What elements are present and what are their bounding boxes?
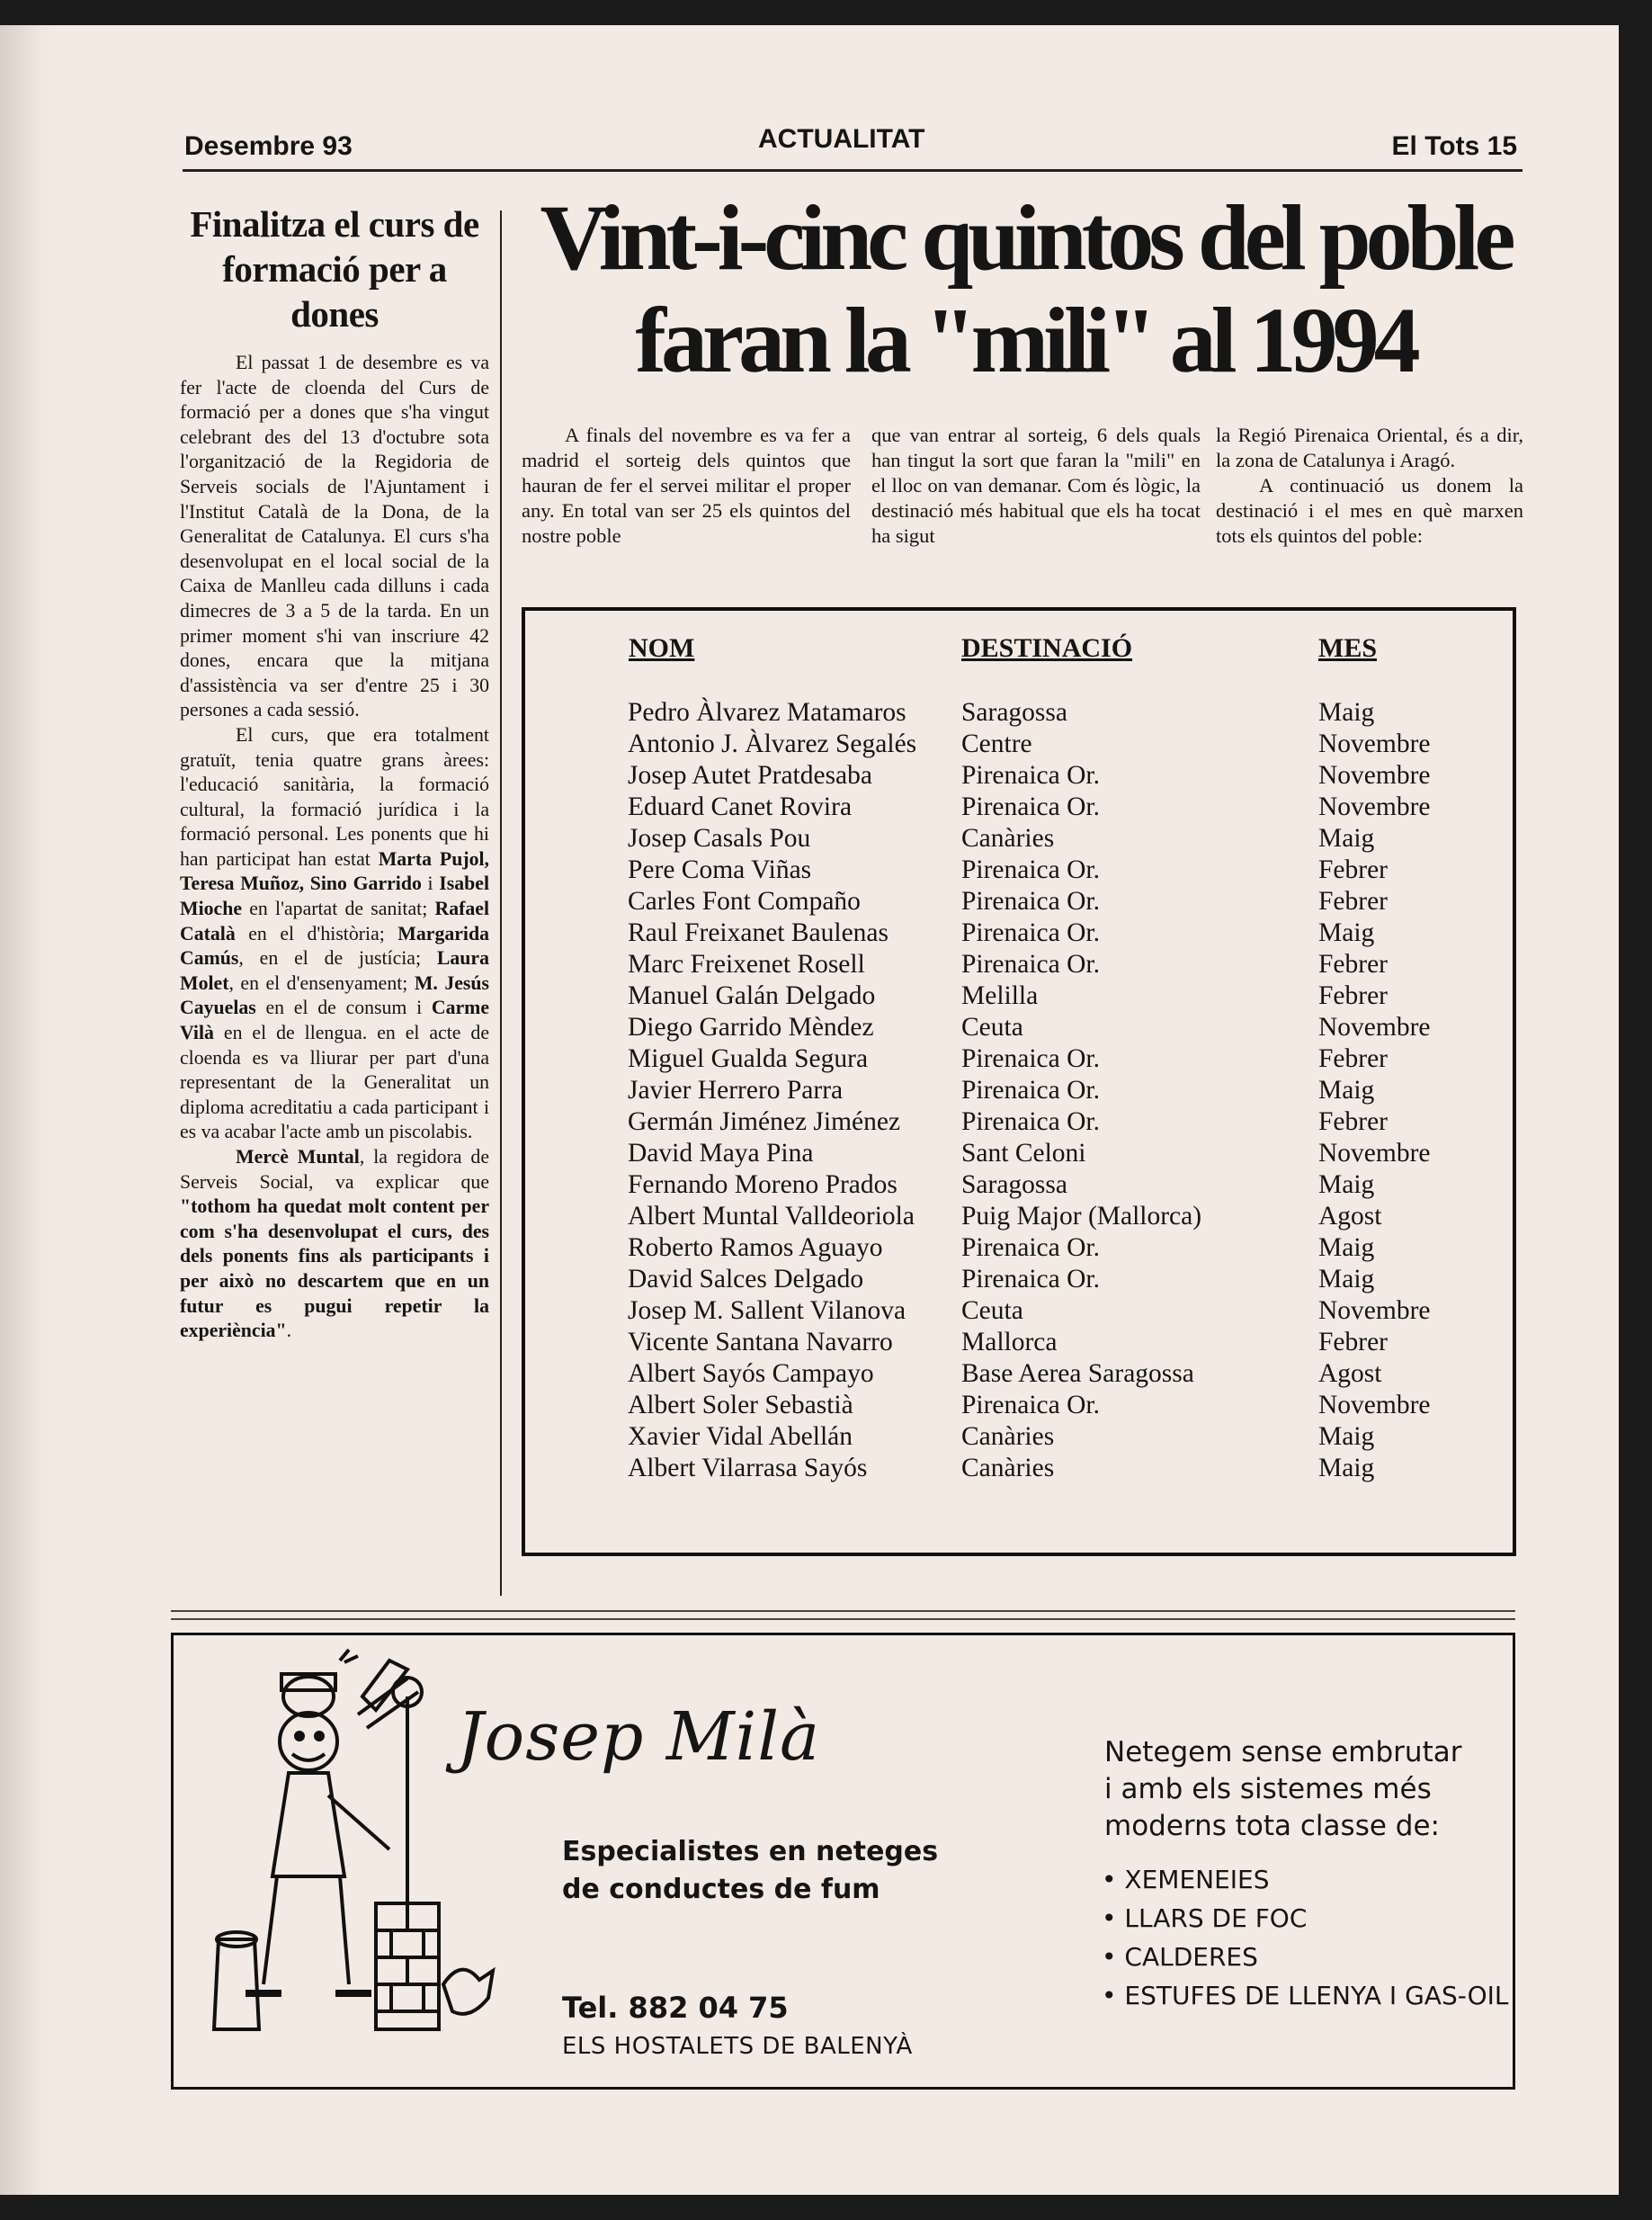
- cell-mes: Febrer: [1318, 855, 1388, 884]
- bold-name: Marta Pujol, Teresa Muñoz, Sino Garrido: [180, 847, 489, 895]
- cell-mes: Febrer: [1318, 981, 1388, 1010]
- cell-nom: Pedro Àlvarez Matamaros: [628, 698, 906, 727]
- table-header-mes: MES: [1318, 633, 1378, 663]
- cell-nom: Albert Sayós Campayo: [628, 1359, 874, 1388]
- table-header-destinacio: DESTINACIÓ: [961, 633, 1133, 663]
- intro-column-3: [1216, 423, 1523, 549]
- table-row: [525, 1106, 1513, 1138]
- cell-destinacio: Pirenaica Or.: [961, 1265, 1100, 1294]
- bold-name: M. Jesús Cayuelas: [180, 971, 489, 1019]
- cell-mes: Novembre: [1318, 730, 1431, 758]
- cell-mes: Febrer: [1318, 1107, 1388, 1136]
- cell-destinacio: Pirenaica Or.: [961, 918, 1100, 947]
- text-run: , la regidora de Serveis Social, va explicar que: [180, 1146, 490, 1193]
- cell-nom: Josep Casals Pou: [628, 824, 811, 853]
- cell-destinacio: Canàries: [961, 824, 1055, 853]
- table-row: [525, 886, 1513, 918]
- cell-destinacio: Pirenaica Or.: [961, 1076, 1100, 1105]
- cell-destinacio: Pirenaica Or.: [961, 792, 1100, 821]
- table-row: [525, 1169, 1513, 1201]
- cell-destinacio: Pirenaica Or.: [961, 1391, 1100, 1419]
- cell-nom: Marc Freixenet Rosell: [628, 950, 865, 979]
- text-run: El curs, que era totalment gratuït, tenia quatre grans àrees: l'educació sanitària, la formació cultural, la formació jurídica i la formació personal. Les ponents que hi han participat han estat: [180, 723, 489, 870]
- cell-mes: Novembre: [1318, 1139, 1431, 1168]
- bold-name: Laura Molet: [180, 947, 489, 994]
- cell-destinacio: Pirenaica Or.: [961, 855, 1100, 884]
- cell-mes: Maig: [1318, 1454, 1375, 1482]
- cell-destinacio: Pirenaica Or.: [961, 761, 1100, 790]
- cell-mes: Agost: [1318, 1359, 1382, 1388]
- cell-nom: Raul Freixanet Baulenas: [628, 918, 889, 947]
- ad-service-item: • LLARS DE FOC: [1102, 1899, 1509, 1938]
- ad-service-item: • ESTUFES DE LLENYA I GAS-OIL: [1102, 1976, 1509, 2015]
- cell-mes: Novembre: [1318, 1013, 1431, 1042]
- page-fold-shadow: [0, 25, 56, 2195]
- intro-text-2: que van entrar al sorteig, 6 dels quals han tingut la sort que faran la "mili" en el lloc on van demanar. Com és lògic, la destinació més habitual que els ha tocat ha sigut: [871, 424, 1201, 547]
- ad-town: ELS HOSTALETS DE BALENYÀ: [562, 2033, 913, 2060]
- cell-mes: Maig: [1318, 918, 1375, 947]
- left-paragraph-1: El passat 1 de desembre es va fer l'acte de cloenda del Curs de formació per a dones que s'ha vingut celebrant des del 13 d'octubre sota l'organització de la Regidoria de Serveis socials de l'Ajuntament i l'Institut Català de la Dona, de la Generalitat de Catalunya. El curs s'ha desenvolupat en el local social de la Caixa de Manlleu cada dilluns i cada dimecres de 3 a 5 de la tarda. En un primer moment s'hi van inscriure 42 dones, encara que la mitjana d'assistència va ser d'entre 25 i 30 persones a cada sessió.: [180, 352, 489, 721]
- cell-nom: Vicente Santana Navarro: [628, 1328, 893, 1356]
- ad-specialty-line-1: Especialistes en neteges: [562, 1836, 939, 1867]
- table-row: [525, 1075, 1513, 1106]
- intro-column-2: [871, 423, 1201, 549]
- cell-mes: Maig: [1318, 824, 1375, 853]
- table-body: [525, 697, 1513, 1484]
- text-run: en el de llengua. en el acte de cloenda es va lliurar per part d'una representant de la Generalitat un diploma acreditatiu a cada participant i es va acabar l'acte amb un piscolabis.: [180, 1022, 489, 1143]
- table-row: [525, 792, 1513, 823]
- main-headline: [522, 187, 1529, 392]
- table-row: [525, 1012, 1513, 1043]
- cell-nom: Albert Vilarrasa Sayós: [628, 1454, 868, 1482]
- cell-mes: Febrer: [1318, 1044, 1388, 1073]
- ad-service-item: • CALDERES: [1102, 1938, 1509, 1976]
- table-row: [525, 949, 1513, 980]
- cell-destinacio: Sant Celoni: [961, 1139, 1086, 1168]
- left-paragraph-3: [180, 1145, 489, 1344]
- table-row: [525, 1358, 1513, 1390]
- cell-nom: Miguel Gualda Segura: [628, 1044, 869, 1073]
- cell-mes: Maig: [1318, 1170, 1375, 1199]
- cell-nom: Carles Font Compaño: [628, 887, 861, 916]
- ad-specialty-line-2: de conductes de fum: [562, 1874, 880, 1905]
- intro-text-3b: A continuació us donem la destinació i el mes en què marxen tots els quintos del poble:: [1216, 474, 1523, 547]
- ad-services-list: [1102, 1860, 1509, 2015]
- cell-nom: Pere Coma Viñas: [628, 855, 812, 884]
- table-row: [525, 697, 1513, 729]
- intro-column-1: [522, 423, 851, 549]
- cell-mes: Novembre: [1318, 792, 1431, 821]
- cell-destinacio: Ceuta: [961, 1013, 1023, 1042]
- cell-destinacio: Saragossa: [961, 698, 1067, 727]
- text-run: .: [286, 1320, 292, 1342]
- table-header-nom: NOM: [629, 633, 695, 663]
- cell-destinacio: Pirenaica Or.: [961, 1044, 1100, 1073]
- bold-quote: "tothom ha quedat molt content per com s'ha desenvolupat el curs, des dels ponents fins als participants i per això no descartem que en un futur es pugui repetir la experiència": [180, 1195, 489, 1342]
- cell-nom: Albert Soler Sebastià: [628, 1391, 853, 1419]
- cell-nom: Josep M. Sallent Vilanova: [628, 1296, 906, 1325]
- cell-destinacio: Canàries: [961, 1422, 1055, 1451]
- table-row: [525, 1295, 1513, 1327]
- headline-line-2: faran la "mili" al 1994: [635, 289, 1415, 392]
- bold-name: Carme Vilà: [180, 997, 489, 1044]
- conscripts-table: [522, 607, 1516, 1556]
- cell-mes: Maig: [1318, 1265, 1375, 1294]
- cell-mes: Novembre: [1318, 1296, 1431, 1325]
- cell-nom: Albert Muntal Valldeoriola: [628, 1202, 915, 1231]
- headline-line-1: Vint-i-cinc quintos del poble: [540, 186, 1511, 290]
- cell-nom: Antonio J. Àlvarez Segalés: [628, 730, 917, 758]
- left-article-body: [180, 351, 489, 1344]
- table-row: [525, 1421, 1513, 1453]
- cell-destinacio: Puig Major (Mallorca): [961, 1202, 1202, 1231]
- cell-nom: David Maya Pina: [628, 1139, 814, 1168]
- ad-description-line-3: moderns tota classe de:: [1104, 1810, 1440, 1842]
- ad-description-line-2: i amb els sistemes més: [1104, 1773, 1432, 1805]
- cell-destinacio: Melilla: [961, 981, 1039, 1010]
- table-row: [525, 760, 1513, 792]
- section-divider: [171, 1610, 1515, 1620]
- table-row: [525, 1327, 1513, 1358]
- table-row: [525, 1043, 1513, 1075]
- bold-name: Isabel Mioche: [180, 873, 489, 920]
- left-article-title: Finalitza el curs de formació per a dones: [190, 203, 479, 335]
- cell-nom: Xavier Vidal Abellán: [628, 1422, 853, 1451]
- cell-mes: Maig: [1318, 698, 1375, 727]
- cell-nom: Germán Jiménez Jiménez: [628, 1107, 901, 1136]
- column-separator: [500, 210, 502, 1596]
- cell-destinacio: Centre: [961, 730, 1032, 758]
- bold-name: Mercè Muntal: [236, 1146, 360, 1168]
- text-run: en el de consum i: [255, 997, 432, 1019]
- cell-destinacio: Saragossa: [961, 1170, 1067, 1199]
- cell-nom: Roberto Ramos Aguayo: [628, 1233, 883, 1262]
- cell-mes: Maig: [1318, 1422, 1375, 1451]
- text-run: en el d'història;: [235, 922, 398, 944]
- text-run: , en el de justícia;: [238, 947, 437, 970]
- cell-mes: Febrer: [1318, 950, 1388, 979]
- cell-nom: Manuel Galán Delgado: [628, 981, 876, 1010]
- table-row: [525, 1201, 1513, 1232]
- cell-nom: Fernando Moreno Prados: [628, 1170, 897, 1199]
- ad-description-line-1: Netegem sense embrutar: [1104, 1736, 1462, 1768]
- table-row: [525, 1232, 1513, 1264]
- cell-mes: Maig: [1318, 1233, 1375, 1262]
- intro-text-1: A finals del novembre es va fer a madrid el sorteig dels quintos que hauran de fer el servei militar el proper any. En total van ser 25 els quintos del nostre poble: [522, 424, 851, 547]
- table-row: [525, 1453, 1513, 1484]
- ad-description: [1104, 1734, 1461, 1845]
- cell-nom: Javier Herrero Parra: [628, 1076, 844, 1105]
- cell-mes: Novembre: [1318, 1391, 1431, 1419]
- table-row: [525, 918, 1513, 949]
- cell-mes: Novembre: [1318, 761, 1431, 790]
- left-article: [180, 201, 489, 1344]
- ad-phone: Tel. 882 04 75: [562, 1991, 789, 2025]
- advertisement: [171, 1633, 1515, 2090]
- table-row: [525, 1390, 1513, 1421]
- bold-name: Margarida Camús: [180, 922, 489, 970]
- table-row: [525, 855, 1513, 886]
- header-page-number: El Tots 15: [1391, 131, 1517, 161]
- cell-destinacio: Pirenaica Or.: [961, 1233, 1100, 1262]
- table-row: [525, 729, 1513, 760]
- cell-nom: Diego Garrido Mèndez: [628, 1013, 874, 1042]
- cell-destinacio: Mallorca: [961, 1328, 1058, 1356]
- table-row: [525, 823, 1513, 855]
- cell-mes: Agost: [1318, 1202, 1382, 1231]
- table-row: [525, 980, 1513, 1012]
- cell-destinacio: Base Aerea Saragossa: [961, 1359, 1194, 1388]
- header-section: ACTUALITAT: [758, 124, 925, 154]
- page-header: [183, 106, 1523, 172]
- cell-mes: Febrer: [1318, 1328, 1388, 1356]
- cell-destinacio: Pirenaica Or.: [961, 1107, 1100, 1136]
- ad-service-item: • XEMENEIES: [1102, 1860, 1509, 1899]
- cell-mes: Febrer: [1318, 887, 1388, 916]
- bold-name: Rafael Català: [180, 898, 489, 944]
- cell-destinacio: Pirenaica Or.: [961, 887, 1100, 916]
- intro-text-3a: la Regió Pirenaica Oriental, és a dir, la zona de Catalunya i Aragó.: [1216, 424, 1523, 471]
- left-paragraph-2: [180, 723, 489, 1145]
- cell-nom: Josep Autet Pratdesaba: [628, 761, 872, 790]
- cell-destinacio: Ceuta: [961, 1296, 1023, 1325]
- cell-nom: David Salces Delgado: [628, 1265, 864, 1294]
- ad-specialty: [562, 1833, 938, 1909]
- table-row: [525, 1138, 1513, 1169]
- header-date: Desembre 93: [184, 131, 353, 161]
- cell-nom: Eduard Canet Rovira: [628, 792, 853, 821]
- table-row: [525, 1264, 1513, 1295]
- cell-destinacio: Pirenaica Or.: [961, 950, 1100, 979]
- cell-mes: Maig: [1318, 1076, 1375, 1105]
- ad-logo: Josep Milà: [457, 1698, 821, 1776]
- text-run: i: [421, 873, 440, 895]
- text-run: , en el d'ensenyament;: [228, 971, 415, 994]
- cell-destinacio: Canàries: [961, 1454, 1055, 1482]
- text-run: en l'apartat de sanitat;: [242, 898, 435, 920]
